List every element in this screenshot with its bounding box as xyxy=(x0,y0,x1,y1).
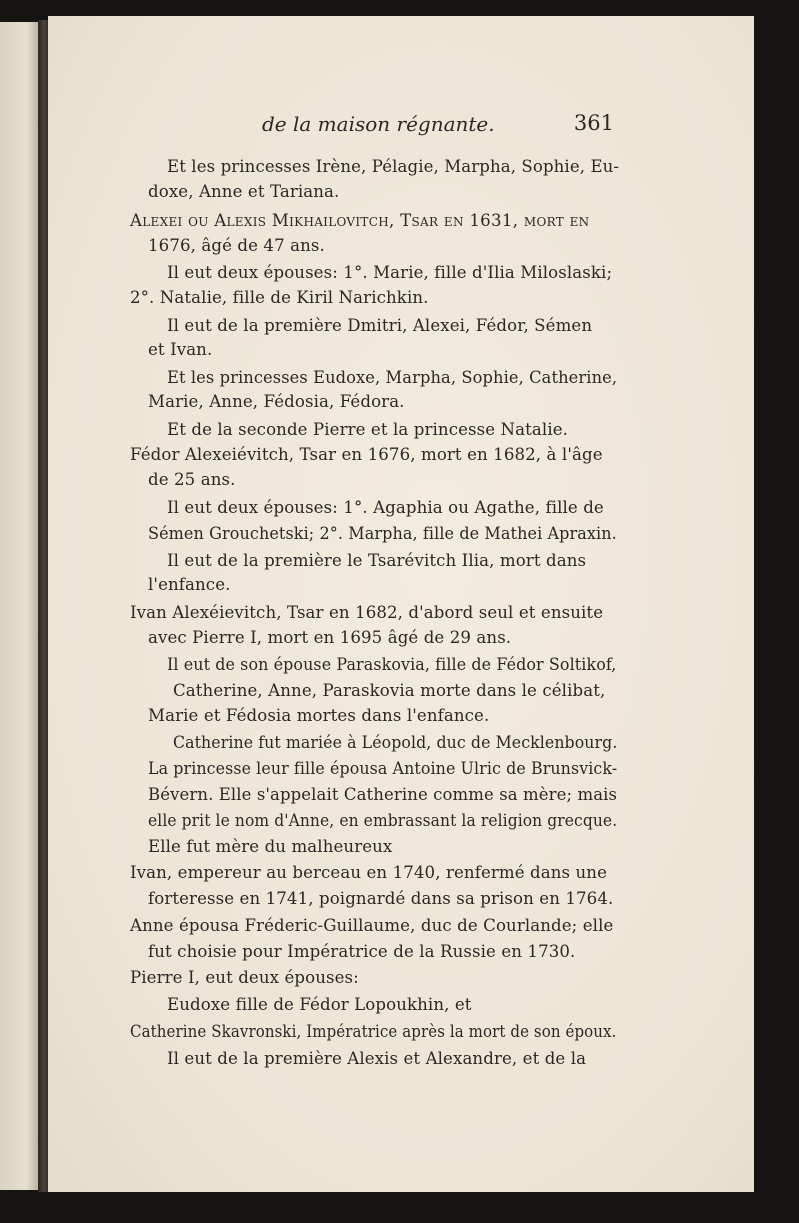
body-line: Catherine, Anne, Paraskovia morte dans le célibat, xyxy=(173,681,606,700)
page-header xyxy=(262,112,614,140)
body-line: Fédor Alexeiévitch, Tsar en 1676, mort en 1682, à l'âge xyxy=(130,445,603,464)
body-line: Sémen Grouchetski; 2°. Marpha, fille de Mathei Apraxin. xyxy=(148,524,617,543)
previous-page-edge xyxy=(0,22,38,1190)
body-line: Marie, Anne, Fédosia, Fédora. xyxy=(148,392,405,411)
body-line: Elle fut mère du malheureux xyxy=(148,837,393,856)
body-line: Ivan, empereur au berceau en 1740, renfermé dans une xyxy=(130,863,608,882)
body-line: Il eut de la première Dmitri, Alexei, Fédor, Sémen xyxy=(167,316,593,335)
body-line: Catherine Skavronski, Impératrice après la mort de son époux. xyxy=(130,1022,617,1041)
body-line: Il eut de la première Alexis et Alexandre, et de la xyxy=(167,1049,587,1068)
body-line: 2°. Natalie, fille de Kiril Narichkin. xyxy=(130,288,429,307)
body-line: Et les princesses Irène, Pélagie, Marpha, Sophie, Eu- xyxy=(167,157,620,176)
body-line: Il eut de son épouse Paraskovia, fille de Fédor Soltikof, xyxy=(167,655,617,674)
body-line: fut choisie pour Impératrice de la Russie en 1730. xyxy=(148,942,576,961)
body-line: Eudoxe fille de Fédor Lopoukhin, et xyxy=(167,995,472,1014)
body-line: elle prit le nom d'Anne, en embrassant la religion grecque. xyxy=(148,811,618,830)
body-line: Anne épousa Fréderic-Guillaume, duc de Courlande; elle xyxy=(130,916,614,935)
body-line: 1676, âgé de 47 ans. xyxy=(148,236,325,255)
body-line: et Ivan. xyxy=(148,340,213,359)
body-line: Il eut de la première le Tsarévitch Ilia, mort dans xyxy=(167,551,587,570)
body-line: Et les princesses Eudoxe, Marpha, Sophie, Catherine, xyxy=(167,368,618,387)
running-title: de la maison régnante. xyxy=(262,112,495,136)
body-line: Et de la seconde Pierre et la princesse Natalie. xyxy=(167,420,569,439)
body-line: Marie et Fédosia mortes dans l'enfance. xyxy=(148,706,490,725)
page-number: 361 xyxy=(573,111,614,135)
body-line: La princesse leur fille épousa Antoine Ulric de Brunsvick- xyxy=(148,759,618,778)
body-line: de 25 ans. xyxy=(148,470,236,489)
body-line: forteresse en 1741, poignardé dans sa prison en 1764. xyxy=(148,889,614,908)
body-line: Catherine fut mariée à Léopold, duc de Mecklenbourg. xyxy=(173,733,618,752)
body-line: Bévern. Elle s'appelait Catherine comme sa mère; mais xyxy=(148,785,618,804)
body-line: Il eut deux épouses: 1°. Marie, fille d'Ilia Miloslaski; xyxy=(167,263,613,282)
body-line: Alexei ou Alexis Mikhailovitch, Tsar en 1631, mort en xyxy=(130,211,590,230)
body-line: Ivan Alexéievitch, Tsar en 1682, d'abord seul et ensuite xyxy=(130,603,604,622)
body-line: Il eut deux épouses: 1°. Agaphia ou Agathe, fille de xyxy=(167,498,604,517)
body-line: l'enfance. xyxy=(148,575,231,594)
body-line: avec Pierre I, mort en 1695 âgé de 29 ans. xyxy=(148,628,512,647)
body-line: Pierre I, eut deux épouses: xyxy=(130,968,359,987)
body-line: doxe, Anne et Tariana. xyxy=(148,182,340,201)
